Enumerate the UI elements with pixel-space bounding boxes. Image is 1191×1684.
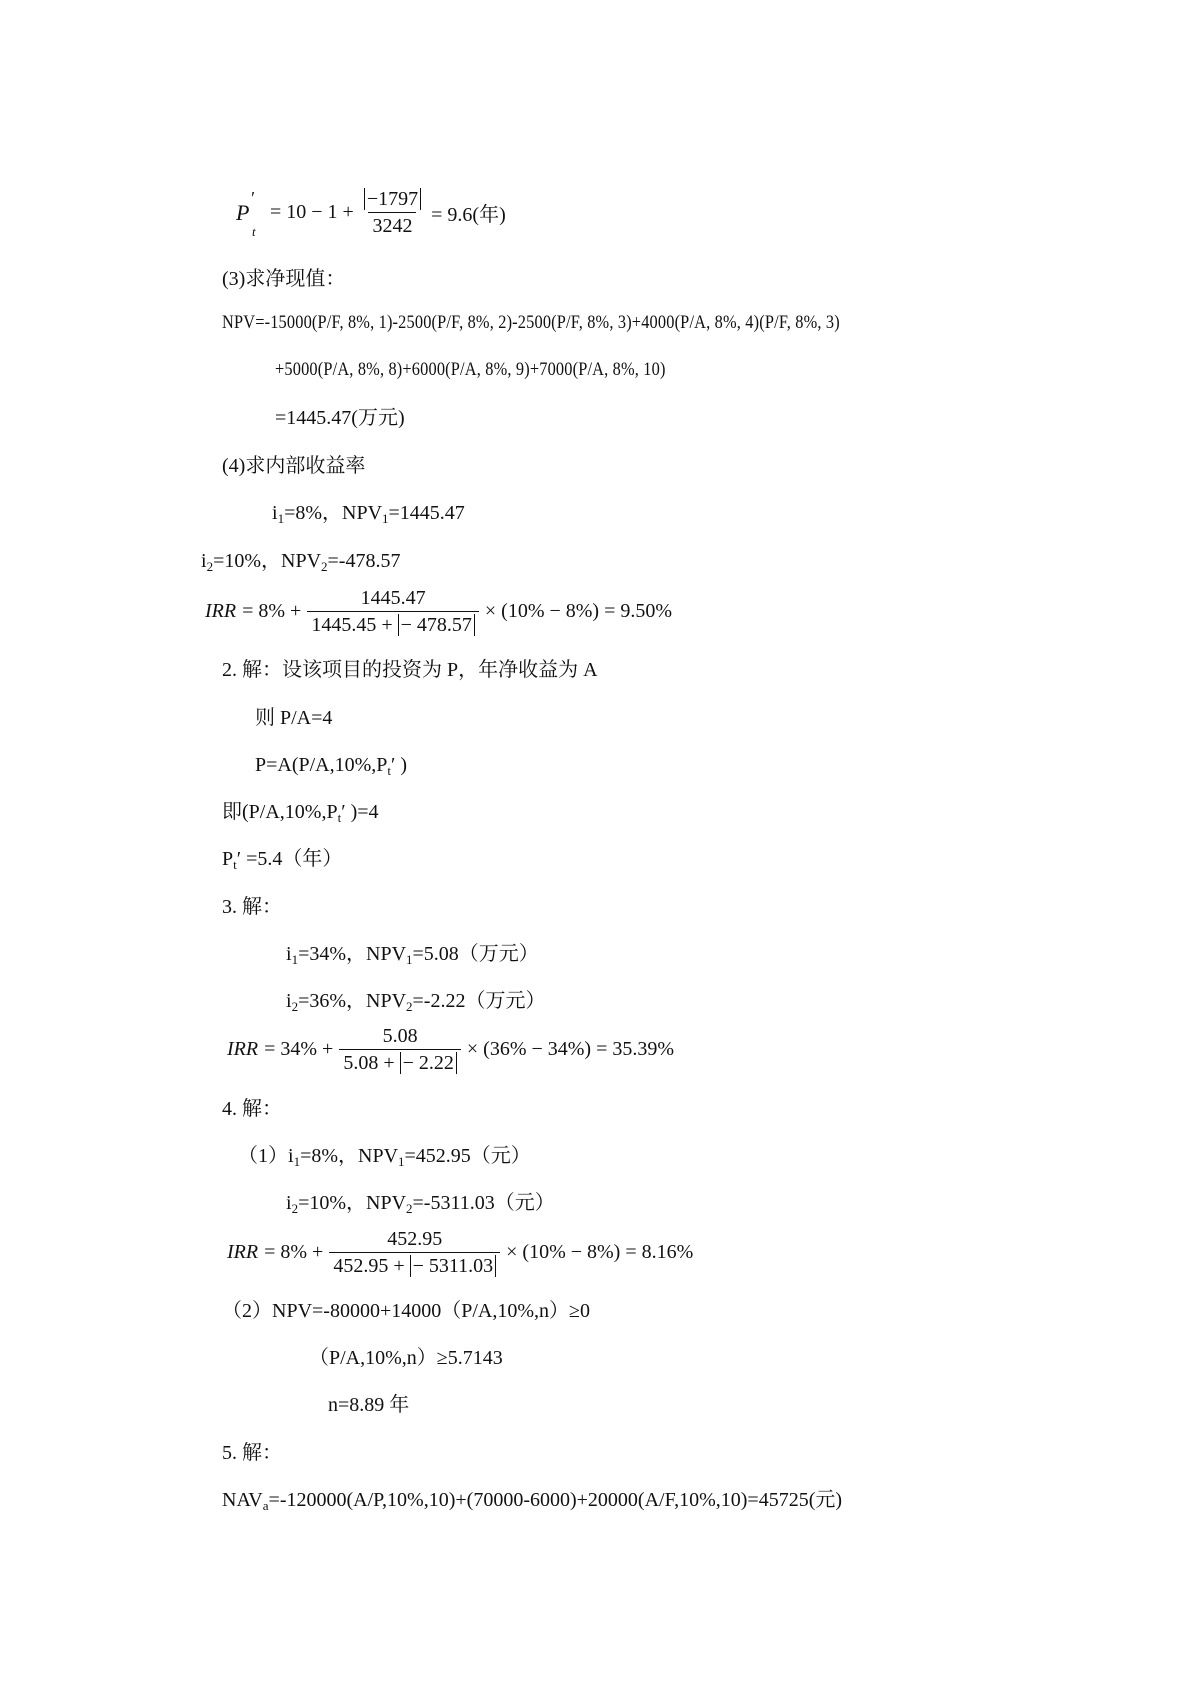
q4-line-3: （2）NPV=-80000+14000（P/A,10%,n）≥0 (222, 1300, 590, 1322)
q4-line-2: $i_2=10\%$，$NPV_2=-5311.03$（元） (286, 1192, 555, 1216)
q4-line-5: n=8.89 年 (328, 1394, 410, 1416)
q5-title: 5. 解： (222, 1442, 282, 1464)
npv-line-1: NPV=-15000(P/F, 8%, 1)-2500(P/F, 8%, 2)-2500(P/F, 8%, 3)+4000(P/A, 8%, 4)(P/F, 8%, 3) (222, 312, 840, 333)
npv-line-2: +5000(P/A, 8%, 8)+6000(P/A, 8%, 9)+7000(P/A, 8%, 10) (275, 359, 666, 380)
payback-symbol: P ′ t (236, 187, 256, 239)
q4-title: 4. 解： (222, 1098, 282, 1120)
payback-fraction: $\frac{-1797}{3242}$ (360, 188, 425, 237)
section-3-title: (3)求净现值： (222, 268, 346, 290)
rate-line-2: $i_2=10\%$，$NPV_2=-478.57$ (201, 550, 401, 574)
payback-result: = 9.6(年) (431, 204, 506, 226)
q4-line-1: $(1)i_1=8\%$，$NPV_1=452.95$（元） (238, 1145, 531, 1169)
q3-line-2: $i_2=36\%$，$NPV_2=-2.22$（万元） (286, 990, 546, 1014)
q3-line-1: $i_1=34\%$，$NPV_1=5.08$（万元） (286, 943, 539, 967)
payback-formula (236, 188, 506, 237)
q5-line-1: $NAV_a=-120000(A/P,10\%,10)+(70000-6000)+20000(A/F,10\%,10)=45725$(元) (222, 1489, 843, 1513)
q2-title: 2. 解：设该项目的投资为 P，年净收益为 A (222, 659, 598, 681)
npv-line-3: =1445.47(万元) (275, 407, 405, 429)
payback-before: = 10 − 1 + (270, 201, 354, 223)
rate-line-1: $i_1=8\%$，$NPV_1=1445.47$ (272, 502, 465, 526)
irr-formula-3: IRR = 8% + $\frac{452.95}{452.95 + - 5311.03}$ × (10% − 8%) = 8.16% (227, 1228, 694, 1277)
q2-line-4: $P_t' =5.4$（年） (222, 848, 343, 872)
q3-title: 3. 解： (222, 896, 282, 918)
q2-line-1: 则 P/A=4 (255, 707, 333, 729)
q4-line-4: （P/A,10%,n）≥5.7143 (309, 1347, 503, 1369)
q2-line-2: $P=A(P/A,10\%,P_t'$ ) (255, 754, 408, 778)
q2-line-3: 即($P/A,10\%,P_t'$ )=4 (222, 801, 379, 825)
irr-formula-1: IRR = 8% + $\frac{1445.47}{1445.45 + - 478.57}$ × (10% − 8%) = 9.50% (205, 587, 673, 636)
section-4-title: (4)求内部收益率 (222, 455, 366, 477)
irr-formula-2: IRR = 34% + $\frac{5.08}{5.08 + - 2.22}$ × (36% − 34%) = 35.39% (227, 1025, 675, 1074)
